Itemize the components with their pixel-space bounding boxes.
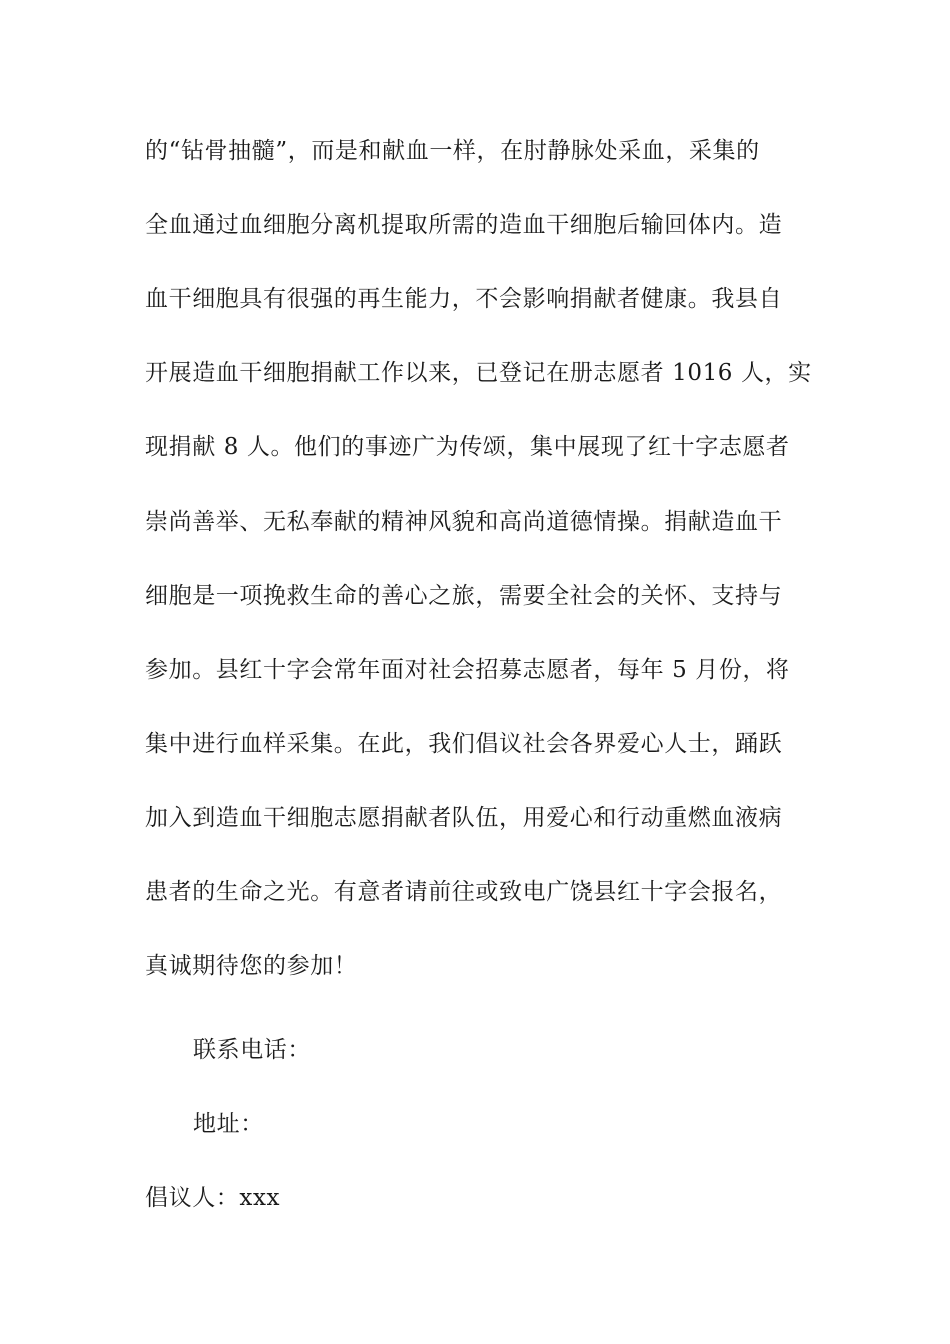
body-line-10: 加入到造血干细胞志愿捐献者队伍，用爱心和行动重燃血液病 (145, 805, 783, 831)
contact-phone-label: 联系电话： (193, 1037, 311, 1063)
body-line-5: 现捐献 8 人。他们的事迹广为传颂，集中展现了红十字志愿者 (145, 434, 790, 460)
address-label: 地址： (193, 1111, 264, 1137)
body-line-7: 细胞是一项挽救生命的善心之旅，需要全社会的关怀、支持与 (145, 583, 783, 609)
body-line-8: 参加。县红十字会常年面对社会招募志愿者，每年 5 月份，将 (145, 657, 790, 683)
body-line-2: 全血通过血细胞分离机提取所需的造血干细胞后输回体内。造 (145, 212, 783, 238)
body-line-4: 开展造血干细胞捐献工作以来，已登记在册志愿者 1016 人，实 (145, 360, 812, 386)
initiator-line: 倡议人：xxx (145, 1185, 281, 1211)
body-line-12: 真诚期待您的参加！ (145, 953, 358, 979)
body-line-11: 患者的生命之光。有意者请前往或致电广饶县红十字会报名， (145, 879, 783, 905)
body-line-3: 血干细胞具有很强的再生能力，不会影响捐献者健康。我县自 (145, 286, 783, 312)
body-line-1: 的“钻骨抽髓”，而是和献血一样，在肘静脉处采血，采集的 (145, 138, 760, 164)
body-line-6: 崇尚善举、无私奉献的精神风貌和高尚道德情操。捐献造血干 (145, 509, 783, 535)
body-line-9: 集中进行血样采集。在此，我们倡议社会各界爱心人士，踊跃 (145, 731, 783, 757)
